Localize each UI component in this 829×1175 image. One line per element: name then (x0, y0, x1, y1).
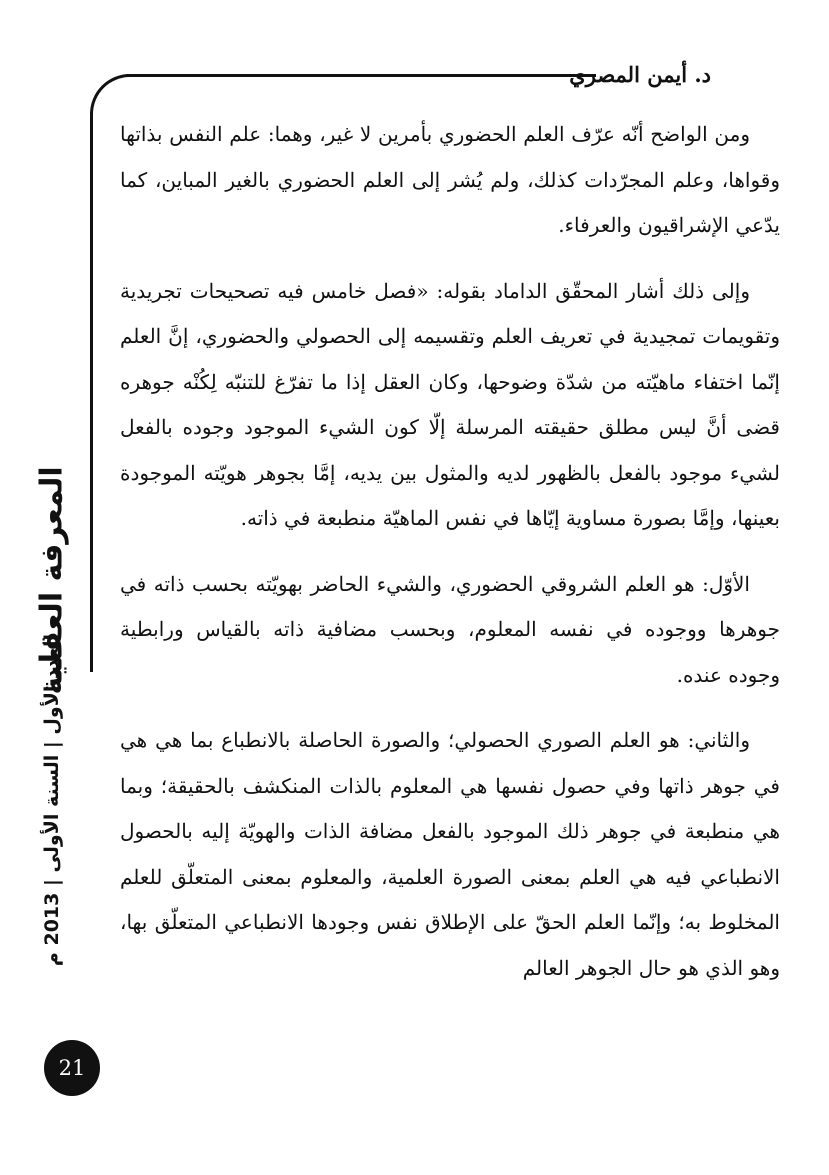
running-header-author: د. أيمن المصري (569, 62, 711, 87)
body-text (120, 112, 780, 991)
paragraph: والثاني: هو العلم الصوري الحصولي؛ والصورة الحاصلة بالانطباع بما هي هي في جوهر ذاتها وفي حصول نفسها هي المعلوم بالذات المنكشف بالحقيقة؛ وبما هي منطبعة في جوهر ذلك الموجود بالفعل مضافة الذات والهويّة إليه بالحصول الانطباعي فيه هي العلم بمعنى الصورة العلمية، والمعلوم بمعنى المتعلّق للعلم المخلوط به؛ وإنّما العلم الحقّ على الإطلاق نفس وجودها الانطباعي المتعلّق بها، وهو الذي هو حال الجوهر العالم (120, 728, 780, 980)
issue-info-text: العدد الأول | السنة الأولى | 2013 م (41, 633, 63, 967)
frame-corner (90, 74, 133, 117)
paragraph: وإلى ذلك أشار المحقّق الداماد بقوله: «فصل خامس فيه تصحيحات تجريدية وتقويمات تمجيدية في تعريف العلم وتقسيمه إلى الحصولي والحضوري، إنَّ العلم إنّما اختفاء ماهيّته من شدّة وضوحها، وكان العقل إذا ما تفرّغ للتنبّه لِكُنْه جوهره قضى أنَّ ليس مطلق حقيقته المرسلة إلّا كون الشيء الموجود وجوده بالفعل لشيء موجود بالفعل بالظهور لديه والمثول بين يديه، إمَّا بجوهر هويّته الموجودة بعينها، وإمَّا بصورة مساوية إيّاها في نفس الماهيّة منطبعة في ذاته. (120, 278, 780, 530)
paragraph: الأوّل: هو العلم الشروقي الحضوري، والشيء الحاضر بهويّته بحسب ذاته في جوهرها ووجوده في نفسه المعلوم، وبحسب مضافية ذاته بالقياس ورابطية وجوده عنده. (120, 571, 780, 687)
journal-logo-text: المعرفة العقلية (34, 465, 70, 695)
page-number-badge (44, 1040, 100, 1096)
frame-side-rule (90, 112, 93, 672)
page-number: 21 (58, 1056, 86, 1080)
paragraph: ومن الواضح أنّه عرّف العلم الحضوري بأمرين لا غير، وهما: علم النفس بذاتها وقواها، وعلم المجرّدات كذلك، ولم يُشر إلى العلم الحضوري بالغير المباين، كما يدّعي الإشراقيون والعرفاء. (120, 122, 780, 237)
header-rule (126, 74, 596, 77)
issue-info (20, 633, 84, 967)
